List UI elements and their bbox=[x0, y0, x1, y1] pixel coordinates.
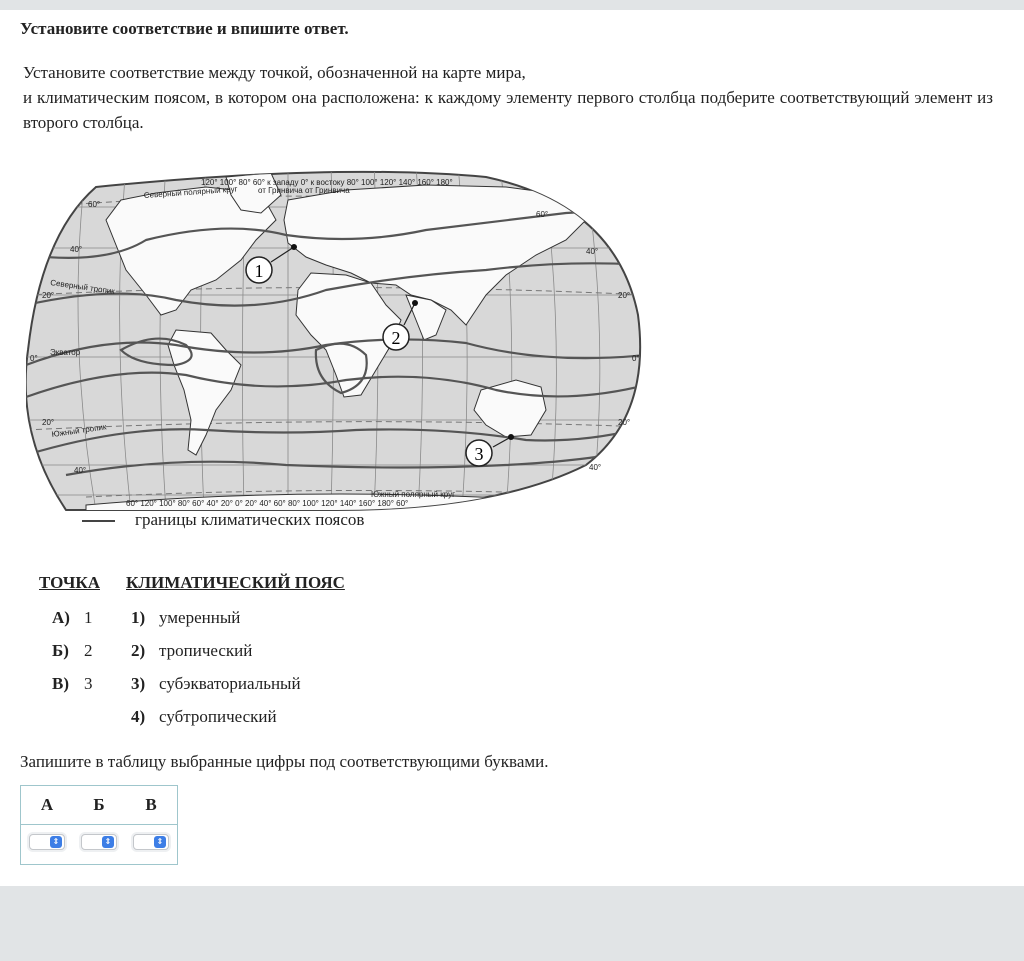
answer-select-v[interactable] bbox=[133, 834, 169, 850]
prompt-line-2: и климатическим поясом, в котором она расположена: к каждому элементу первого столбца подберите соответствующий элемент из второго столбца. bbox=[23, 88, 993, 132]
answer-header-b: Б bbox=[73, 786, 125, 825]
lat-20-left: 20° bbox=[42, 291, 55, 300]
belt-row-2 bbox=[131, 641, 252, 661]
lat-40-right: 40° bbox=[586, 247, 599, 256]
label-tropic-north: Северный тропик bbox=[49, 278, 116, 297]
belts-header: КЛИМАТИЧЕСКИЙ ПОЯС bbox=[126, 573, 345, 592]
task-prompt bbox=[23, 60, 993, 135]
lat-0-left: 0° bbox=[30, 354, 38, 363]
lat-20-right: 20° bbox=[618, 291, 631, 300]
points-header: ТОЧКА bbox=[39, 573, 100, 592]
select-arrows-icon: ⇕ bbox=[50, 836, 62, 848]
lat-40s-left: 40° bbox=[74, 466, 87, 475]
point-letter: В) bbox=[52, 674, 69, 693]
belt-num: 1) bbox=[131, 608, 146, 627]
answer-instruction: Запишите в таблицу выбранные цифры под соответствующими буквами. bbox=[20, 752, 549, 771]
legend-line-icon bbox=[82, 520, 115, 522]
select-arrows-icon: ⇕ bbox=[102, 836, 114, 848]
lat-60-right: 60° bbox=[536, 210, 549, 219]
answer-table bbox=[20, 785, 178, 865]
belt-row-3 bbox=[131, 674, 301, 694]
lat-40s-right: 40° bbox=[589, 463, 602, 472]
belt-num: 4) bbox=[131, 707, 146, 726]
belt-row-4 bbox=[131, 707, 277, 727]
answer-select-a[interactable] bbox=[29, 834, 65, 850]
point-letter: А) bbox=[52, 608, 70, 627]
lat-20s-left: 20° bbox=[42, 418, 55, 427]
belt-num: 3) bbox=[131, 674, 146, 693]
task-heading: Установите соответствие и впишите ответ. bbox=[20, 19, 349, 38]
belt-num: 2) bbox=[131, 641, 146, 660]
belt-name: субтропический bbox=[159, 707, 277, 726]
answer-header-a: А bbox=[21, 786, 74, 825]
point-letter: Б) bbox=[52, 641, 69, 660]
label-tropic-south: Южный тропик bbox=[51, 422, 107, 439]
bottom-area bbox=[0, 886, 1024, 961]
point-row-b bbox=[52, 641, 93, 661]
world-map bbox=[26, 165, 646, 511]
map-legend bbox=[82, 510, 364, 530]
label-equator: Экватор bbox=[50, 348, 81, 357]
point-label-2: 2 bbox=[391, 328, 401, 348]
point-value: 1 bbox=[84, 608, 93, 627]
point-row-a bbox=[52, 608, 93, 628]
belt-name: субэкваториальный bbox=[159, 674, 301, 693]
lat-40-left: 40° bbox=[70, 245, 83, 254]
top-bar bbox=[0, 0, 1024, 10]
map-top-sub: от Гринвича от Гринвича bbox=[258, 186, 350, 195]
label-north-circle: Северный полярный круг bbox=[143, 184, 238, 200]
map-top-labels: 120° 100° 80° 60° к западу 0° к востоку 80° 100° 120° 140° 160° 180° bbox=[201, 178, 453, 187]
legend-label: границы климатических поясов bbox=[135, 510, 365, 529]
belt-row-1 bbox=[131, 608, 240, 628]
lat-0-right: 0° bbox=[632, 354, 640, 363]
lat-60-left: 60° bbox=[88, 200, 101, 209]
lat-20s-right: 20° bbox=[618, 418, 631, 427]
point-value: 3 bbox=[84, 674, 93, 693]
answer-select-b[interactable] bbox=[81, 834, 117, 850]
label-south-circle: Южный полярный круг bbox=[371, 490, 455, 499]
belt-name: умеренный bbox=[159, 608, 241, 627]
select-arrows-icon: ⇕ bbox=[154, 836, 166, 848]
point-value: 2 bbox=[84, 641, 93, 660]
belt-name: тропический bbox=[159, 641, 253, 660]
point-label-1: 1 bbox=[254, 261, 264, 281]
point-label-3: 3 bbox=[474, 444, 484, 464]
map-bottom-labels: 60° 120° 100° 80° 60° 40° 20° 0° 20° 40° 60° 80° 100° 120° 140° 160° 180° 60° bbox=[126, 499, 409, 508]
point-row-v bbox=[52, 674, 93, 694]
answer-header-v: В bbox=[125, 786, 178, 825]
prompt-line-1: Установите соответствие между точкой, обозначенной на карте мира, bbox=[23, 63, 526, 82]
